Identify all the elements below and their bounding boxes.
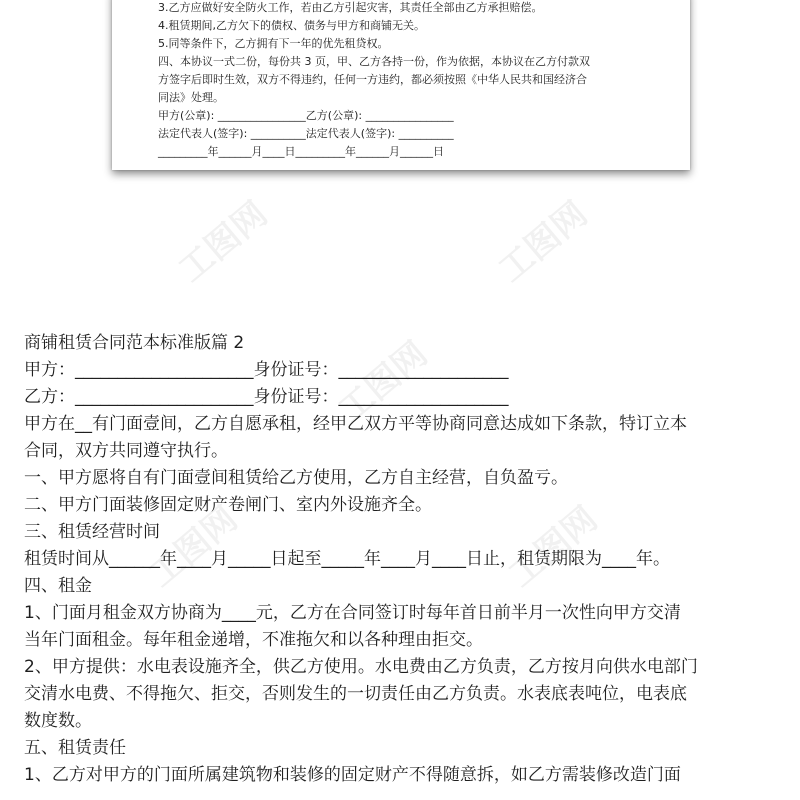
paragraph-line: 合同，双方共同遵守执行。 (24, 441, 228, 461)
paragraph-line: 1、门面月租金双方协商为____元，乙方在合同签订时每年首日前半月一次性向甲方交清 (24, 603, 681, 623)
section-heading: 三、租赁经营时间 (24, 522, 160, 542)
card-line: 四、本协议一式二份，每份共 3 页，甲、乙方各持一份，作为依据，本协议在乙方付款双 (158, 55, 590, 68)
contract-document (24, 330, 784, 789)
paragraph-line: 当年门面租金。每年租金递增，不准拖欠和以各种理由拒交。 (24, 630, 483, 650)
paragraph-line: 甲方在__有门面壹间，乙方自愿承租，经甲乙双方平等协商同意达成如下条款，特订立本 (24, 414, 687, 434)
card-line: 法定代表人(签字): __________法定代表人(签字): __________ (158, 127, 454, 140)
paragraph-line: 1、乙方对甲方的门面所属建筑物和装修的固定财产不得随意拆，如乙方需装修改造门面 (24, 765, 681, 785)
card-line: 3.乙方应做好安全防火工作，若由乙方引起灾害，其责任全部由乙方承担赔偿。 (158, 1, 543, 14)
party-a-line: 甲方：_____________________身份证号：____________________ (24, 360, 509, 380)
watermark: 工图网 (171, 194, 276, 291)
party-b-line: 乙方：_____________________身份证号：____________________ (24, 387, 509, 407)
card-line: _________年______月____日_________年______月______日 (158, 145, 444, 158)
card-line: 甲方(公章): ________________乙方(公章): ________________ (158, 109, 454, 122)
document-preview-card (112, 0, 690, 170)
paragraph-line: 2、甲方提供：水电表设施齐全，供乙方使用。水电费由乙方负责，乙方按月向供水电部门 (24, 657, 698, 677)
section-heading: 四、租金 (24, 576, 92, 596)
card-line: 5.同等条件下，乙方拥有下一年的优先租贷权。 (158, 37, 389, 50)
card-line: 4.租赁期间,乙方欠下的债权、债务与甲方和商铺无关。 (158, 19, 425, 32)
section-heading: 五、租赁责任 (24, 738, 126, 758)
watermark: 工图网 (141, 499, 246, 596)
card-line: 同法》处理。 (158, 91, 224, 104)
watermark: 工图网 (331, 334, 436, 431)
paragraph-line: 租赁时间从______年____月_____日起至_____年____月____日止，租赁期限为____年。 (24, 549, 670, 569)
paragraph-line: 交清水电费、不得拖欠、拒交，否则发生的一切责任由乙方负责。水表底表吨位，电表底 (24, 684, 687, 704)
document-title: 商铺租赁合同范本标准版篇 2 (24, 333, 245, 353)
watermark: 工图网 (501, 499, 606, 596)
watermark: 工图网 (491, 194, 596, 291)
paragraph-line: 数度数。 (24, 711, 92, 731)
clause-line: 二、甲方门面装修固定财产卷闸门、室内外设施齐全。 (24, 495, 432, 515)
clause-line: 一、甲方愿将自有门面壹间租赁给乙方使用，乙方自主经营，自负盈亏。 (24, 468, 568, 488)
card-line: 方签字后即时生效，双方不得违约，任何一方违约，都必须按照《中华人民共和国经济合 (158, 73, 587, 86)
